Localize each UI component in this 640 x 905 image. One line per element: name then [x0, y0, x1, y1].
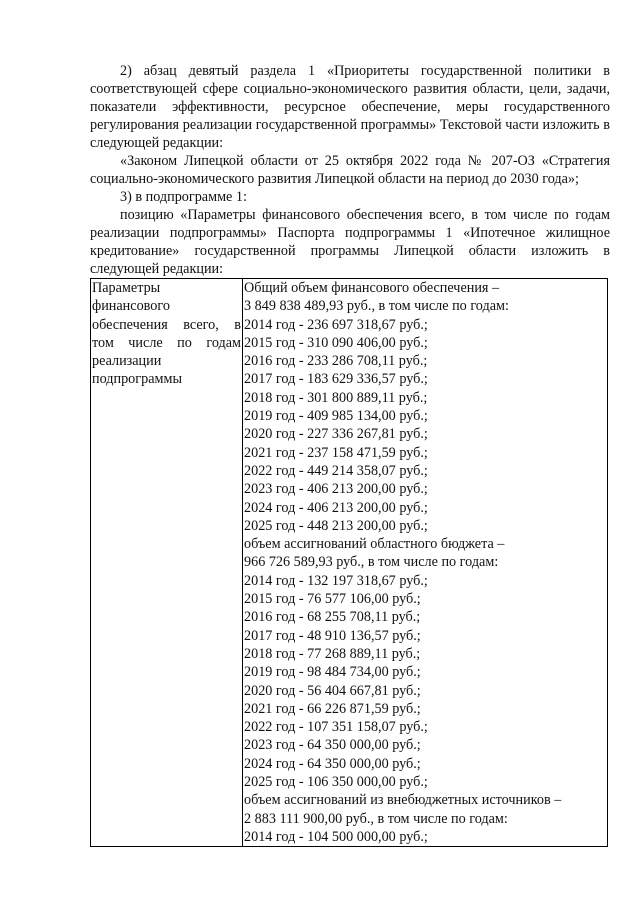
financing-line: 2021 год - 237 158 471,59 руб.; [244, 444, 428, 461]
paragraph-law-quote: «Законом Липецкой области от 25 октября 2022 года № 207-ОЗ «Стратегия социально-экономического развития Липецкой области на период до 2030 года»; [90, 153, 610, 187]
financing-line: 2024 год - 64 350 000,00 руб.; [244, 755, 421, 772]
financing-line: 2023 год - 64 350 000,00 руб.; [244, 737, 421, 754]
financing-line: 2024 год - 406 213 200,00 руб.; [244, 499, 428, 516]
table-row [91, 279, 608, 847]
financing-line: 2018 год - 77 268 889,11 руб.; [244, 645, 421, 662]
table-label-cell: Параметры финансового обеспечения всего, в том числе по годам реализации подпрограммы [91, 279, 243, 847]
financing-line: 2017 год - 48 910 136,57 руб.; [244, 627, 421, 644]
financing-line: 2021 год - 66 226 871,59 руб.; [244, 700, 421, 717]
financing-line: 2022 год - 449 214 358,07 руб.; [244, 462, 428, 479]
financing-line: 2019 год - 409 985 134,00 руб.; [244, 408, 428, 425]
financing-line: 2019 год - 98 484 734,00 руб.; [244, 664, 421, 681]
financing-line: 2017 год - 183 629 336,57 руб.; [244, 371, 428, 388]
paragraph-position: позицию «Параметры финансового обеспечения всего, в том числе по годам реализации подпрограммы» Паспорта подпрограммы 1 «Ипотечное жилищное кредитование» государственной программы Липецкой области изложить в следующей редакции: [90, 207, 610, 277]
financing-table [90, 278, 608, 847]
document-page [90, 62, 610, 847]
financing-line: 2015 год - 76 577 106,00 руб.; [244, 591, 421, 608]
financing-line: 966 726 589,93 руб., в том числе по годам: [244, 554, 499, 571]
table-value-cell [243, 279, 608, 847]
financing-line: объем ассигнований областного бюджета – [244, 536, 505, 553]
financing-line: 2016 год - 68 255 708,11 руб.; [244, 609, 421, 626]
financing-line: 2014 год - 132 197 318,67 руб.; [244, 572, 428, 589]
financing-line: 2016 год - 233 286 708,11 руб.; [244, 353, 428, 370]
financing-line: 2015 год - 310 090 406,00 руб.; [244, 334, 428, 351]
financing-lines [244, 279, 606, 846]
financing-line: 2018 год - 301 800 889,11 руб.; [244, 389, 428, 406]
financing-line: 2023 год - 406 213 200,00 руб.; [244, 481, 428, 498]
financing-line: 2014 год - 236 697 318,67 руб.; [244, 316, 428, 333]
financing-line: 2020 год - 227 336 267,81 руб.; [244, 426, 428, 443]
financing-line: 2025 год - 106 350 000,00 руб.; [244, 774, 428, 791]
financing-line: Общий объем финансового обеспечения – [244, 280, 500, 296]
paragraph-item-2: 2) абзац девятый раздела 1 «Приоритеты государственной политики в соответствующей сфере социально-экономического развития области, цели, задачи, показатели эффективности, ресурсное обеспечение, меры государственного регулирования реализации государственной программы» Текстовой части изложить в следующей редакции: [90, 63, 610, 151]
financing-line: 3 849 838 489,93 руб., в том числе по годам: [244, 298, 509, 315]
paragraph-item-3: 3) в подпрограмме 1: [120, 189, 247, 205]
financing-line: 2014 год - 104 500 000,00 руб.; [244, 828, 428, 845]
financing-line: 2 883 111 900,00 руб., в том числе по годам: [244, 810, 508, 827]
financing-line: 2020 год - 56 404 667,81 руб.; [244, 682, 421, 699]
financing-line: объем ассигнований из внебюджетных источников – [244, 792, 562, 809]
financing-line: 2022 год - 107 351 158,07 руб.; [244, 719, 428, 736]
financing-line: 2025 год - 448 213 200,00 руб.; [244, 517, 428, 534]
